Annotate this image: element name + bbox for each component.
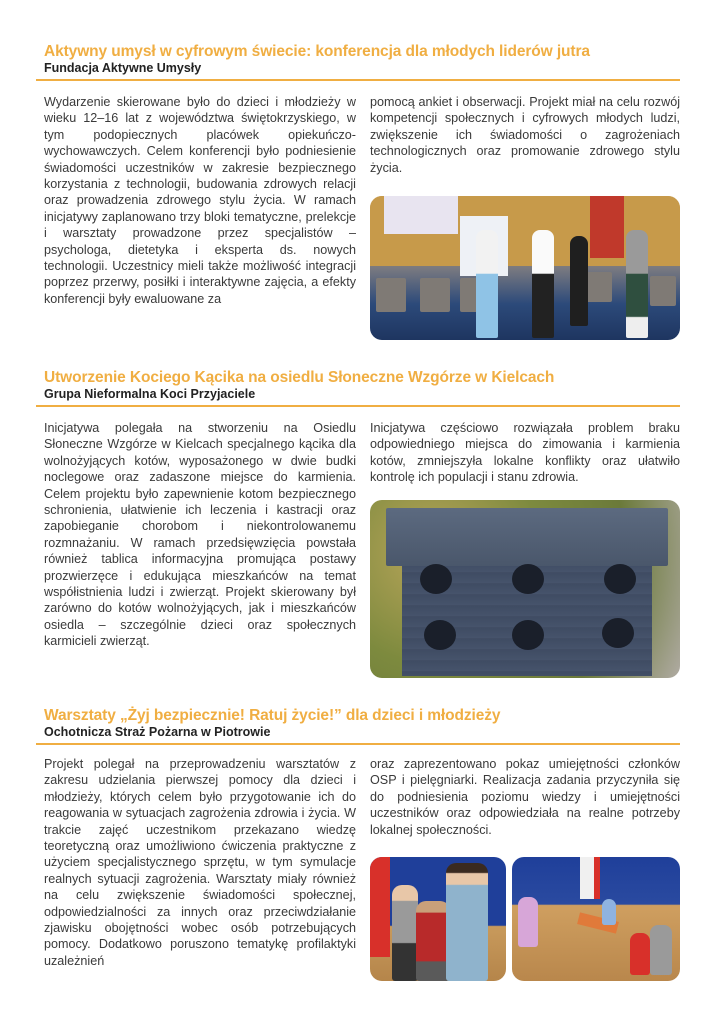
section-body-left: Wydarzenie skierowane było do dzieci i młodzieży w wieku 12–16 lat z województwa świętokrzyskiego, w tym podopiecznych placówek opiekuńczo-wychowawczych. Celem konferencji było podniesienie świadomości uczestników w zakresie bezpiecznego korzystania z technologii, budowania zdrowych relacji oraz prowadzenia zdrowego stylu życia. W ramach inicjatywy zaplanowano trzy bloki tematyczne, prelekcje i warsztaty prowadzone przez specjalistów – psychologa, dietetyka i eksperta ds. nowych technologii. Uczestnicy mieli także możliwość integracji poprzez przerwy, posiłki i interaktywne zajęcia, a efekty konferencji były ewaluowane za [44,95,356,306]
section-organization: Ochotnicza Straż Pożarna w Piotrowie [44,725,271,739]
section-divider [36,79,680,81]
section-title: Aktywny umysł w cyfrowym świecie: konferencja dla młodych liderów jutra [44,43,590,60]
section-organization: Grupa Nieformalna Koci Przyjaciele [44,387,256,401]
section-title: Utworzenie Kociego Kącika na osiedlu Słoneczne Wzgórze w Kielcach [44,369,555,386]
first-aid-photo-2 [512,857,680,981]
conference-photo [370,196,680,340]
cat-house-photo [370,500,680,678]
section-divider [36,743,680,745]
section-divider [36,405,680,407]
section-body-left: Projekt polegał na przeprowadzeniu warsztatów z zakresu udzielania pierwszej pomocy dla dzieci i młodzieży, których celem było przygotowanie ich do reagowania w sytuacjach zagrożenia zdrowia i życia. W trakcie zajęć uczestnikom przekazano wiedzę teoretyczną oraz umożliwiono ćwiczenia praktyczne z użyciem specjalistycznego sprzętu, w tym symulacje realnych sytuacji zagrożenia. Warsztaty miały również na celu zwiększenie świadomości społecznej, odpowiedzialności za innych oraz przeciwdziałanie zjawisku obojętności wobec osób potrzebujących pomocy. Dodatkowo poruszono tematykę profilaktyki uzależnień [44,757,356,968]
section-header-conference [44,42,680,81]
section-organization: Fundacja Aktywne Umysły [44,61,202,75]
first-aid-photo-1 [370,857,506,981]
section-body-left: Inicjatywa polegała na stworzeniu na Osiedlu Słoneczne Wzgórze w Kielcach specjalnego kącika dla wolnożyjących kotów, wyposażonego w dwie budki noclegowe oraz zadaszone miejsce do karmienia. Celem projektu było zapewnienie kotom bezpiecznego schronienia, ułatwienie ich leczenia i kastracji oraz zapobieganie chorobom i niekontrolowanemu rozmnażaniu. W ramach przedsięwzięcia powstała również tablica informacyjna promująca postawy prozwierzęce i edukująca mieszkańców na temat współistnienia ludzi i zwierząt. Projekt skierowany był zarówno do kotów wolnożyjących, jak i mieszkańców osiedla – szczególnie dzieci oraz społecznych karmicieli zwierząt. [44,421,356,649]
section-body-right: pomocą ankiet i obserwacji. Projekt miał na celu rozwój kompetencji społecznych i cyfrowych młodych ludzi, zwiększenie ich świadomości o zagrożeniach technologicznych oraz promowanie zdrowego stylu życia. [370,95,680,175]
section-title: Warsztaty „Żyj bezpiecznie! Ratuj życie!” dla dzieci i młodzieży [44,707,501,724]
section-body-right: oraz zaprezentowano pokaz umiejętności członków OSP i pielęgniarki. Realizacja zadania przyczyniła się do podniesienia poziomu wiedzy i umiejętności uczestników oraz odpowiedziała na realne potrzeby lokalnej społeczności. [370,757,680,837]
section-body-right: Inicjatywa częściowo rozwiązała problem braku odpowiedniego miejsca do zimowania i karmienia kotów, zmniejszyła lokalne konflikty oraz ułatwiło kontrolę ich populacji i stanu zdrowia. [370,421,680,485]
section-header-cat-corner [44,368,680,407]
section-header-first-aid [44,706,680,745]
